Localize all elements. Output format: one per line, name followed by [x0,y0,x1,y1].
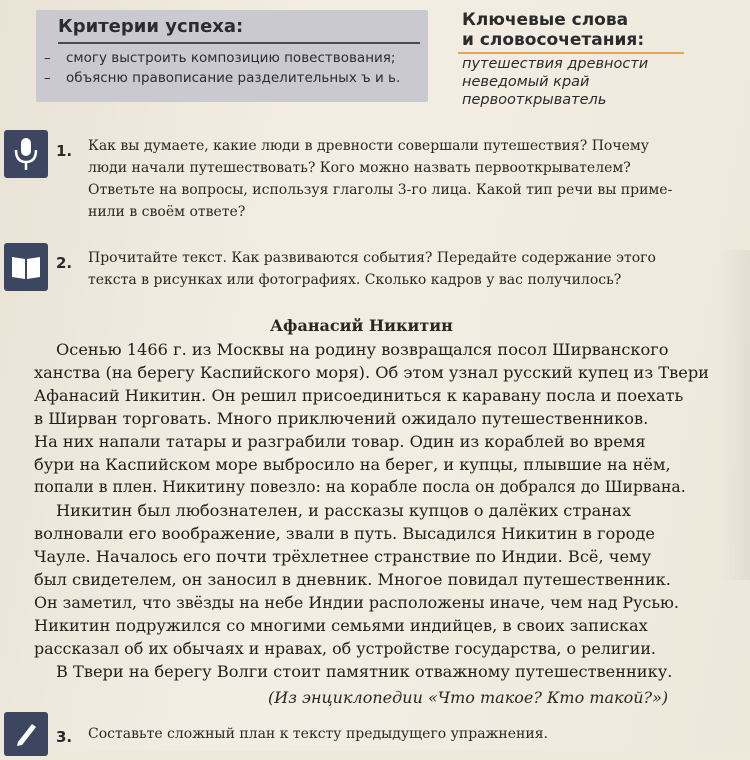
keyword-item: путешествия древности [462,56,649,72]
page-edge-shadow [720,250,750,580]
criteria-title: Критерии успеха: [58,16,244,37]
paragraph-line: ханства (на берегу Каспийского моря). Об этом узнал русский купец из Твери [34,363,709,382]
task-number: 3. [56,728,73,746]
paragraph-line: в Ширван торговать. Много приключений ожидало путешественников. [34,409,649,428]
dash-bullet: – [44,70,51,86]
keywords-box [448,6,708,112]
paragraph-line: попали в плен. Никитину повезло: на корабле посла он добрался до Ширвана. [34,478,686,496]
paragraph-line: В Твери на берегу Волги стоит памятник отважному путешественнику. [56,662,673,681]
task-number: 1. [56,142,73,160]
criteria-item: – смогу выстроить композицию повествования; [44,50,396,66]
keywords-title: Ключевые слова [462,10,629,30]
paragraph-line: Осенью 1466 г. из Москвы на родину возвращался посол Ширванского [56,340,669,359]
microphone-icon [4,130,48,178]
paragraph-line: волновали его воображение, звали в путь. Высадился Никитин в городе [34,524,655,543]
paragraph-line: Чауле. Началось его почти трёхлетнее странствие по Индии. Всё, чему [34,547,652,566]
paragraph-line: Никитин подружился со многими семьями индийцев, в своих записках [34,616,648,635]
paragraph-line: Афанасий Никитин. Он решил присоединиться к каравану посла и поехать [34,386,684,405]
task-number: 2. [56,254,73,272]
task-text: нили в своём ответе? [88,204,246,220]
criteria-item: – объясню правописание разделительных ъ и ь. [44,70,401,86]
keyword-item: неведомый край [462,74,590,90]
keywords-divider [458,52,684,54]
text-source: (Из энциклопедии «Что такое? Кто такой?») [268,688,669,707]
paragraph-line: бури на Каспийском море выбросило на берег, и купцы, плывшие на нём, [34,455,671,474]
paragraph-line: Он заметил, что звёзды на небе Индии расположены иначе, чем над Русью. [34,593,679,612]
success-criteria-box [36,10,428,102]
task-text: Как вы думаете, какие люди в древности совершали путешествия? Почему [88,138,649,154]
keyword-item: первооткрыватель [462,92,607,108]
task-text: Составьте сложный план к тексту предыдущего упражнения. [88,726,548,742]
dash-bullet: – [44,50,51,66]
task-text: люди начали путешествовать? Кого можно назвать первооткрывателем? [88,160,631,176]
paragraph-line: был свидетелем, он заносил в дневник. Многое повидал путешественник. [34,570,671,589]
open-book-icon [4,243,48,291]
paragraph-line: На них напали татары и разграбили товар. Один из кораблей во время [34,432,646,451]
paragraph-line: Никитин был любознателен, и рассказы купцов о далёких странах [56,501,631,520]
task-text: текста в рисунках или фотографиях. Сколько кадров у вас получилось? [88,272,622,288]
criteria-divider [58,42,420,44]
pencil-icon [4,712,48,756]
keywords-title: и словосочетания: [462,30,645,50]
task-text: Прочитайте текст. Как развиваются события? Передайте содержание этого [88,250,656,266]
task-text: Ответьте на вопросы, используя глаголы 3-го лица. Какой тип речи вы приме- [88,182,673,198]
text-title: Афанасий Никитин [270,316,453,335]
paragraph-line: рассказал об их обычаях и нравах, об устройстве государства, о религии. [34,639,656,658]
